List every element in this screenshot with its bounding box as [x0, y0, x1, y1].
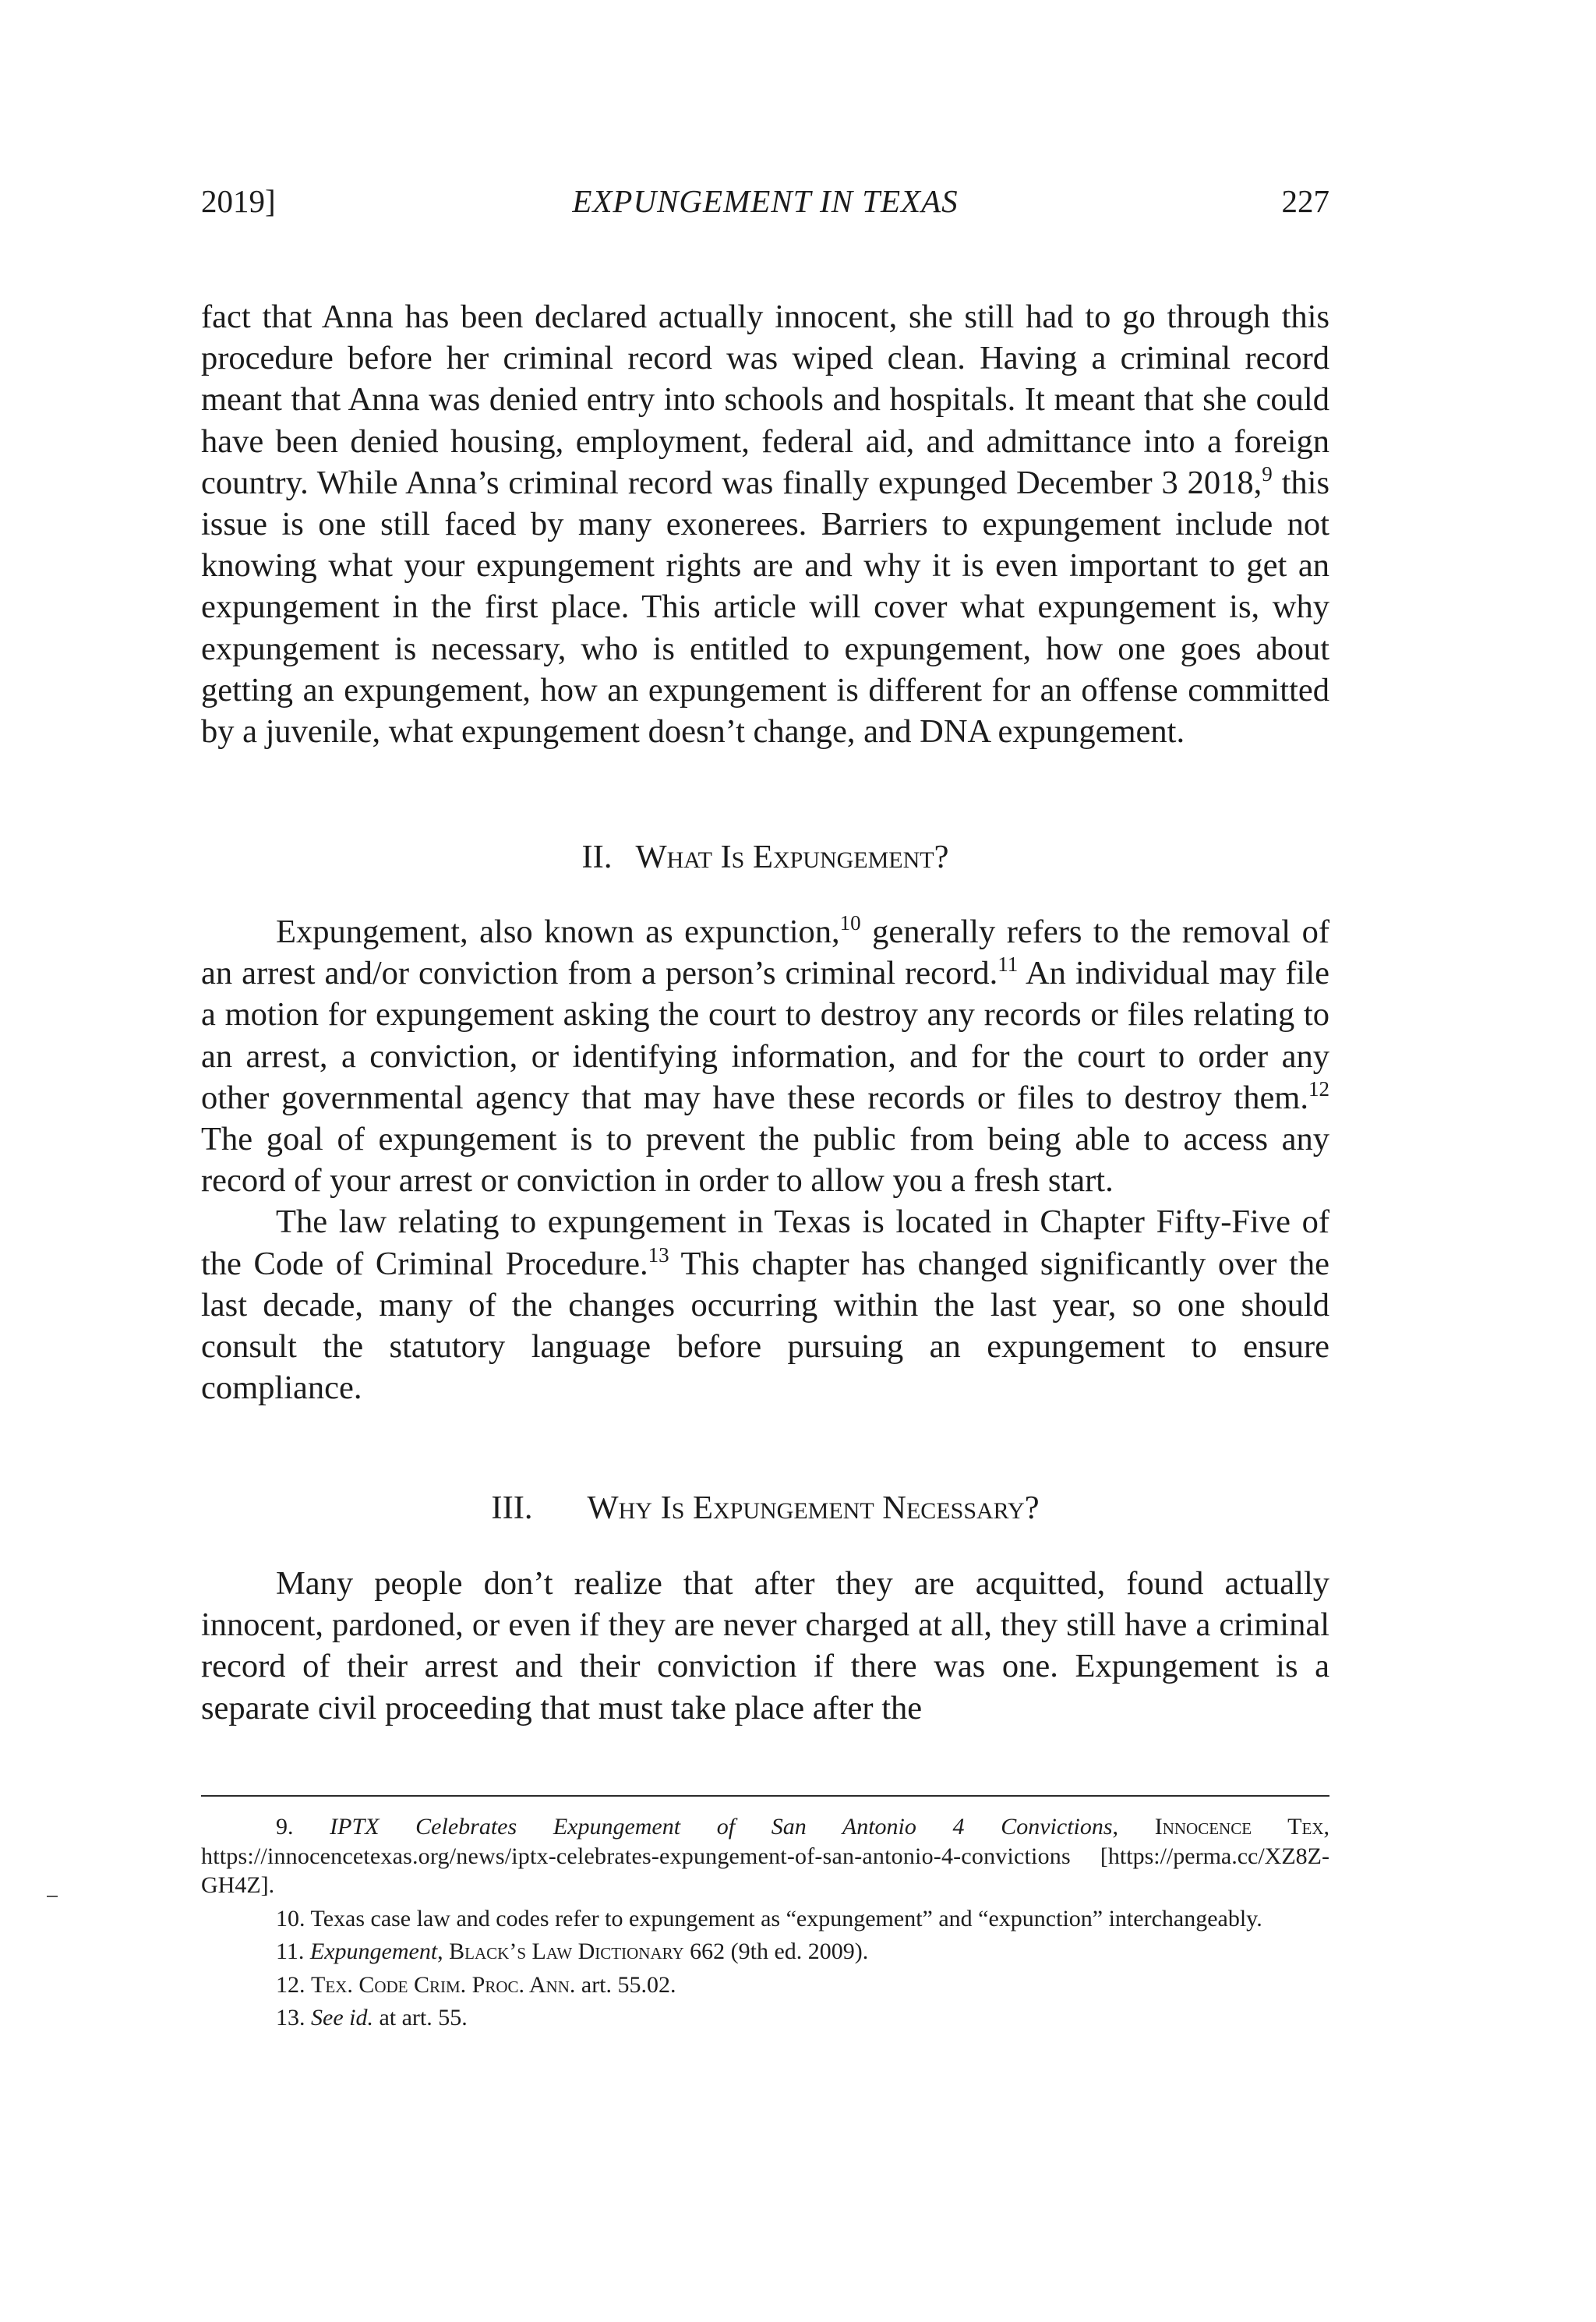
text-run: Expungement, also known as expunction, [276, 914, 840, 950]
footnote-number: 12. [276, 1971, 305, 1998]
footnote-text: at art. 55. [373, 2005, 468, 2030]
intro-paragraph [201, 296, 1329, 752]
footnote-text: art. 55.02. [575, 1971, 676, 1998]
text-run: An individual may file a motion for expungement asking the court to destroy any records or files relating to an arrest, a conviction, or identifying information, and for the court to order any other governmental agency that may have these records or files to destroy them. [201, 955, 1330, 1116]
footnote-ref-11[interactable]: 11 [998, 952, 1019, 977]
footnote-ref-13[interactable]: 13 [648, 1242, 669, 1267]
section-iii-body [201, 1563, 1329, 1729]
text-run: This chapter has changed significantly over the last decade, many of the changes occurring within the last year, so one should consult the statutory language before pursuing an expungement to ensure compliance. [201, 1245, 1329, 1407]
footnote-source: Black’s Law Dictionary [449, 1939, 684, 1964]
intro-text-b: this issue is one still faced by many exonerees. Barriers to expungement include not knowing what your expungement rights are and why it is even important to get an expungement in the first place. This article will cover what expungement is, why expungement is necessary, who is entitled to expungement, how one goes about getting an expungement, how an expungement is different for an offense committed by a juvenile, what expungement doesn’t change, and DNA expungement. [201, 464, 1329, 751]
footnote-number: 10. [276, 1905, 305, 1931]
section-title: Why Is Expungement Necessary? [587, 1490, 1040, 1526]
footnote-text: 662 (9th ed. 2009). [683, 1939, 869, 1964]
text-run: generally refers to the removal of an arrest and/or conviction from a person’s criminal record. [201, 914, 1329, 992]
footnote-signal: See id. [311, 2005, 373, 2030]
footnote-number: 9. [276, 1814, 294, 1840]
paragraph [201, 911, 1329, 1201]
paragraph: Many people don’t realize that after they are acquitted, found actually innocent, pardoned, or even if they are never charged at all, they still have a criminal record of their arrest and their conviction if there was one. Expungement is a separate civil proceeding that must take place after the [201, 1565, 1329, 1726]
footnote-ref-10[interactable]: 10 [839, 911, 861, 935]
footnote-9: 9. IPTX Celebrates Expungement of San Antonio 4 Convictions, Innocence Tex, https://innocencetexas.org/news/iptx-celebrates-expungement-of-san-antonio-4-convictions [https://perma.cc/XZ8Z-GH4Z]. [201, 1814, 1329, 1898]
footnote-number: 11. [276, 1939, 305, 1964]
header-title: EXPUNGEMENT IN TEXAS [572, 183, 959, 219]
text-run: The law relating to expungement in Texas is located in Chapter Fifty-Five of the Code of Criminal Procedure. [201, 1203, 1329, 1282]
footnotes [201, 1812, 1329, 2037]
footnote-number: 13. [276, 2005, 305, 2030]
footnote-ref-9[interactable]: 9 [1262, 461, 1273, 486]
intro-text-a: fact that Anna has been declared actually innocent, she still had to go through this procedure before her criminal record was wiped clean. Having a criminal record meant that Anna was denied entry into schools and hospitals. It meant that she could have been denied housing, employment, federal aid, and admittance into a foreign country. While Anna’s criminal record was finally expunged December 3 2018, [201, 299, 1329, 501]
footnote-13 [201, 2003, 1329, 2033]
text-run: The goal of expungement is to prevent the public from being able to access any record of your arrest or conviction in order to allow you a fresh start. [201, 1121, 1329, 1200]
section-number: III. [491, 1490, 533, 1526]
section-heading-iii [201, 1486, 1329, 1530]
section-title: What Is Expungement? [635, 839, 949, 875]
perma-link[interactable]: [https://perma.cc/XZ8Z-GH4Z]. [201, 1843, 1329, 1898]
section-ii-body [201, 911, 1329, 1408]
page-number: 227 [1281, 183, 1329, 219]
footnote-text: Texas case law and codes refer to expungement as “expungement” and “expunction” interchangeably. [310, 1905, 1262, 1931]
footnote-12 [201, 1970, 1329, 2000]
paragraph [201, 1201, 1329, 1408]
header-year: 2019] [201, 183, 276, 219]
footnote-divider [201, 1795, 1329, 1797]
section-heading-ii [201, 836, 1329, 879]
footnote-link[interactable]: https://innocencetexas.org/news/iptx-celebrates-expungement-of-san-antonio-4-convictions [201, 1843, 1071, 1869]
section-number: II. [581, 839, 613, 875]
footnote-title: Expungement [309, 1939, 438, 1964]
footnote-source: Innocence Tex [1154, 1814, 1324, 1840]
scan-artifact [47, 1896, 58, 1897]
footnote-11: 11. Expungement, Black’s Law Dictionary 662 (9th ed. 2009). [201, 1937, 1329, 1967]
footnote-title: IPTX Celebrates Expungement of San Antonio 4 Convictions [330, 1814, 1113, 1840]
footnote-10 [201, 1904, 1329, 1934]
running-header [201, 178, 1329, 224]
footnote-ref-12[interactable]: 12 [1308, 1076, 1329, 1101]
footnote-source: Tex. Code Crim. Proc. Ann. [311, 1971, 576, 1998]
